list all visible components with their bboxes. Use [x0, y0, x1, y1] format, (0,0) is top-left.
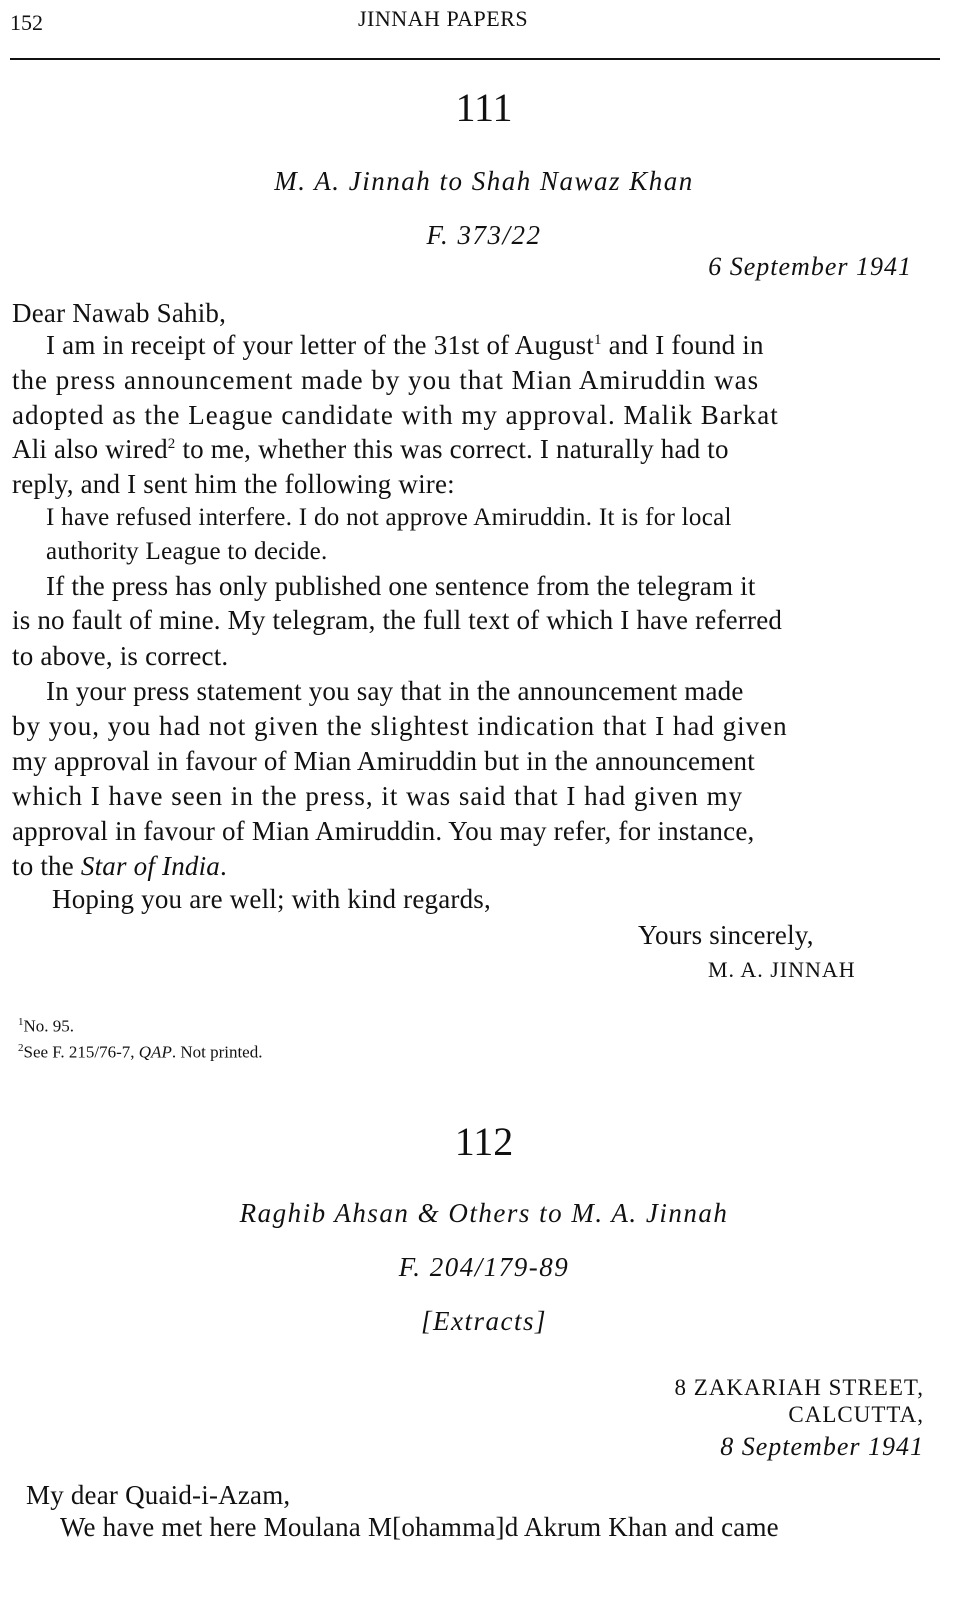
- doc-112-address-line: CALCUTTA,: [788, 1402, 924, 1427]
- doc-112-date: 8 September 1941: [720, 1432, 924, 1461]
- doc-111-signature: M. A. JINNAH: [708, 957, 856, 982]
- publication-title: Star of India: [80, 851, 220, 881]
- doc-112-address-line: 8 ZAKARIAH STREET,: [674, 1375, 924, 1400]
- footnote-1: $^1$No. 95.: [18, 1016, 75, 1036]
- doc-111-para1-line: Ali also wired$^2$ to me, whether this was correct. I naturally had to: [12, 434, 729, 464]
- page-number: 152: [10, 10, 43, 35]
- doc-112-file-ref: F. 204/179-89: [398, 1252, 570, 1282]
- doc-111-date: 6 September 1941: [708, 252, 912, 281]
- doc-111-number: 111: [455, 85, 513, 130]
- doc-111-para3-line: In your press statement you say that in the announcement made: [46, 676, 744, 706]
- doc-111-para3-line: to the Star of India.: [12, 851, 227, 881]
- doc-111-file-ref: F. 373/22: [426, 220, 542, 250]
- doc-111-heading: M. A. Jinnah to Shah Nawaz Khan: [274, 166, 694, 196]
- telegram-quote-line: authority League to decide.: [46, 538, 328, 565]
- footnote-2: $^2$See F. 215/76-7, QAP. Not printed.: [18, 1042, 263, 1062]
- telegram-quote-line: I have refused interfere. I do not approve Amiruddin. It is for local: [46, 504, 732, 531]
- doc-112-heading: Raghib Ahsan & Others to M. A. Jinnah: [239, 1198, 729, 1228]
- doc-111-para1-line: the press announcement made by you that Mian Amiruddin was: [12, 365, 760, 395]
- doc-112-salutation: My dear Quaid-i-Azam,: [26, 1480, 291, 1510]
- footnote-ref-2: 2: [167, 436, 176, 452]
- doc-111-para3-line: my approval in favour of Mian Amiruddin but in the announcement: [12, 746, 755, 776]
- doc-112-note: [Extracts]: [421, 1306, 547, 1336]
- footnote-ref-1: 1: [594, 332, 602, 348]
- running-title: JINNAH PAPERS: [358, 6, 529, 31]
- header-rule: [10, 58, 940, 60]
- doc-111-para1-line: I am in receipt of your letter of the 31st of August$^1$ and I found in: [46, 330, 764, 360]
- doc-111-valediction: Yours sincerely,: [638, 920, 814, 950]
- doc-112-body-line: We have met here Moulana M[ohamma]d Akrum Khan and came: [60, 1512, 779, 1542]
- doc-111-para2-line: If the press has only published one sentence from the telegram it: [46, 571, 756, 601]
- doc-111-para3-line: by you, you had not given the slightest indication that I had given: [12, 711, 788, 741]
- doc-112-number: 112: [454, 1119, 514, 1164]
- doc-111-para3-line: which I have seen in the press, it was said that I had given my: [12, 781, 744, 811]
- doc-111-closing-line: Hoping you are well; with kind regards,: [52, 884, 491, 914]
- doc-111-para2-line: to above, is correct.: [12, 641, 229, 671]
- doc-111-para2-line: is no fault of mine. My telegram, the full text of which I have referred: [12, 605, 783, 635]
- doc-111-para3-line: approval in favour of Mian Amiruddin. You may refer, for instance,: [12, 816, 755, 846]
- doc-111-para1-line: adopted as the League candidate with my approval. Malik Barkat: [12, 400, 779, 430]
- doc-111-para1-line: reply, and I sent him the following wire:: [12, 469, 455, 499]
- doc-111-salutation: Dear Nawab Sahib,: [12, 298, 227, 328]
